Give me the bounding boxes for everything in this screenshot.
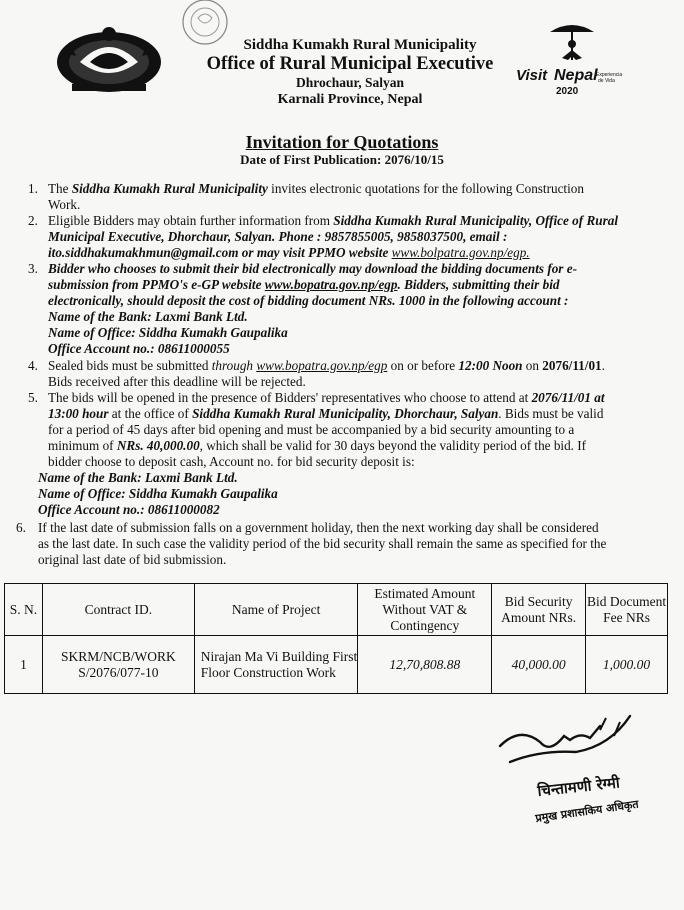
egp-website-link[interactable]: www.bopatra.gov.np/egp <box>264 277 398 292</box>
text: Eligible Bidders may obtain further information from <box>48 213 334 228</box>
bid-security-account <box>22 470 672 518</box>
col-header-estimate: Estimated Amount Without VAT & Contingency <box>358 584 492 636</box>
signer-name: चिन्तामणी रेग्मी <box>536 773 621 800</box>
office-name: Office of Rural Municipal Executive <box>206 54 494 74</box>
text: Sealed bids must be submitted <box>48 358 212 373</box>
list-item <box>22 358 672 390</box>
text: . <box>601 358 605 373</box>
text: The <box>48 181 72 196</box>
text: Work. <box>48 197 81 212</box>
text: . Bids must be valid <box>498 406 604 421</box>
list-item <box>22 181 672 213</box>
item-number: 6. <box>16 520 26 535</box>
text: as the last date. In such case the validity period of the bid security shall remain the same as specified for the <box>38 536 607 551</box>
text: submission from PPMO's e-GP website <box>48 277 265 292</box>
cell-contract: SKRM/NCB/WORK S/2076/077-10 <box>42 636 194 694</box>
svg-text:Nepal: Nepal <box>554 67 598 84</box>
quotation-table <box>4 583 668 694</box>
cell-security: 40,000.00 <box>492 636 586 694</box>
deadline-time: 12:00 Noon <box>458 358 523 373</box>
list-item <box>16 520 672 568</box>
text: minimum of <box>48 438 117 453</box>
cell-fee: 1,000.00 <box>586 636 668 694</box>
visit-nepal-logo <box>512 14 642 106</box>
office-address: Dhrochaur, Salyan <box>295 75 405 90</box>
item-number: 2. <box>28 213 38 228</box>
email-text: ito.siddhakumakhmun@gmail.com or may visit PPMO website <box>48 245 392 260</box>
municipality-name: Siddha Kumakh Rural Municipality <box>243 37 477 53</box>
item-number: 1. <box>28 181 38 196</box>
cell-project: Nirajan Ma Vi Building First Floor Construction Work <box>194 636 358 694</box>
text: original last date of bid submission. <box>38 552 227 567</box>
text: , which shall be valid for 30 days beyond the validity period of the bid. If <box>199 438 587 453</box>
notice-title: Invitation for Quotations <box>245 132 439 152</box>
office-account-number: Office Account no.: 08611000055 <box>48 341 230 356</box>
list-item <box>22 213 672 261</box>
text: at the office of <box>108 406 193 421</box>
text: for a period of 45 days after bid opening and must be accompanied by a bid security amounting to a <box>48 422 575 437</box>
col-header-fee: Bid Document Fee NRs <box>586 584 668 636</box>
list-item <box>22 261 672 357</box>
egp-website-link[interactable]: www.bopatra.gov.np/egp <box>256 358 388 373</box>
signer-title: प्रमुख प्रशासकिय अधिकृत <box>534 797 640 825</box>
text: on <box>522 358 543 373</box>
text: electronically, should deposit the cost of bidding document NRs. 1000 in the following account : <box>48 293 569 308</box>
letterhead <box>150 36 550 108</box>
col-header-contract: Contract ID. <box>42 584 194 636</box>
item-number: 4. <box>28 358 38 373</box>
svg-text:Visit: Visit <box>516 67 548 84</box>
item-number: 3. <box>28 261 38 276</box>
contact-info: Municipal Executive, Dhorchaur, Salyan. Phone : 9857855005, 9858037500, email : <box>48 229 508 244</box>
item-number: 5. <box>28 390 38 405</box>
opening-date: 2076/11/01 at <box>531 390 605 405</box>
col-header-sn: S. N. <box>5 584 43 636</box>
signature-block <box>480 706 680 836</box>
svg-text:Experiencia: Experiencia <box>596 72 623 78</box>
text: Bidder who chooses to submit their bid electronically may download the bidding documents for e- <box>48 261 577 276</box>
notice-title-block <box>0 132 684 168</box>
text: bidder choose to deposit cash, Account no. for bid security deposit is: <box>48 454 415 469</box>
svg-text:de Vida: de Vida <box>598 78 615 84</box>
office-account-name: Name of Office: Siddha Kumakh Gaupalika <box>38 486 278 501</box>
text: through <box>211 358 254 373</box>
publication-date: Date of First Publication: 2076/10/15 <box>240 152 444 167</box>
municipality-ref: Siddha Kumakh Rural Municipality <box>71 181 268 196</box>
notice-body <box>16 181 672 568</box>
col-header-project: Name of Project <box>194 584 358 636</box>
province-name: Karnali Province, Nepal <box>277 92 423 107</box>
table-header-row <box>5 584 668 636</box>
list-item <box>22 390 672 470</box>
svg-text:2020: 2020 <box>556 86 579 97</box>
ppmo-website-link[interactable]: www.bolpatra.gov.np/egp. <box>391 245 530 260</box>
text: If the last date of submission falls on a government holiday, then the next working day shall be considered <box>38 520 599 535</box>
bank-name: Name of the Bank: Laxmi Bank Ltd. <box>48 309 248 324</box>
office-account-number: Office Account no.: 08611000082 <box>38 502 220 517</box>
bid-security-amount: NRs. 40,000.00 <box>116 438 200 453</box>
deadline-date: 2076/11/01 <box>542 358 602 373</box>
office-account-name: Name of Office: Siddha Kumakh Gaupalika <box>48 325 288 340</box>
text: Bids received after this deadline will be rejected. <box>48 374 306 389</box>
text: invites electronic quotations for the following Construction <box>267 181 584 196</box>
text: The bids will be opened in the presence of Bidders' representatives who choose to attend at <box>48 390 532 405</box>
col-header-security: Bid Security Amount NRs. <box>492 584 586 636</box>
text: . Bidders, submitting their bid <box>397 277 560 292</box>
table-row <box>5 636 668 694</box>
opening-time: 13:00 hour <box>48 406 109 421</box>
cell-estimate: 12,70,808.88 <box>358 636 492 694</box>
office-ref: Siddha Kumakh Rural Municipality, Office of Rural <box>333 213 618 228</box>
cell-sn: 1 <box>5 636 43 694</box>
municipality-ref: Siddha Kumakh Rural Municipality, Dhorchaur, Salyan <box>192 406 499 421</box>
text: on or before <box>387 358 459 373</box>
bank-name: Name of the Bank: Laxmi Bank Ltd. <box>38 470 238 485</box>
